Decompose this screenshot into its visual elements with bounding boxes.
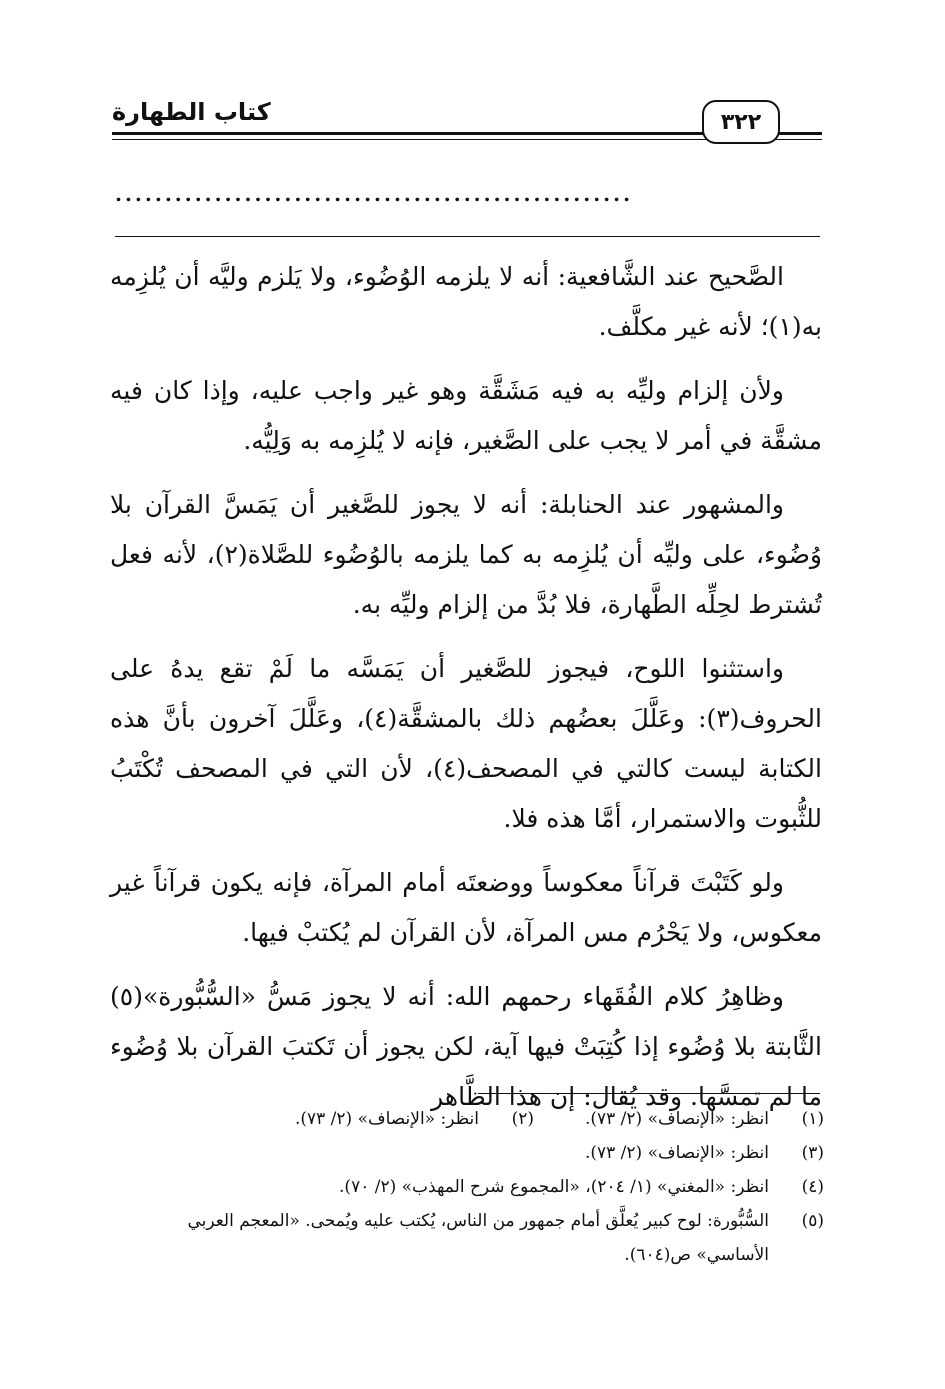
paragraph-4: واستثنوا اللوح، فيجوز للصَّغير أن يَمَسَّه ما لَمْ تقع يدهُ على الحروف(٣): وعَلَّلَ بعضُهم ذلك بالمشقَّة(٤)، وعَلَّلَ آخرون بأنَّ هذه الكتابة ليست كالتي في المصحف(٤)، لأن التي في المصحف تُكْتَبُ للثُّبوت والاستمرار، أمَّا هذه فلا. bbox=[110, 654, 822, 833]
paragraph-3: والمشهور عند الحنابلة: أنه لا يجوز للصَّغير أن يَمَسَّ القرآن بلا وُضُوء، على وليِّه أن يُلزِمه به كما يلزمه بالوُضُوء للصَّلاة(٢)، لأنه فعل تُشترط لحِلِّه الطَّهارة، فلا بُدَّ من إلزام وليِّه به. bbox=[110, 490, 822, 619]
footnote-text: السُّبُّورة: لوح كبير يُعلَّق أمام جمهور من الناس، يُكتب عليه ويُمحى. «المعجم العربي الأساسي» ص(٦٠٤). bbox=[187, 1211, 769, 1265]
footnote-text: انظر: «الإنصاف» (٢/ ٧٣). bbox=[584, 1143, 769, 1163]
paragraph-1: الصَّحيح عند الشَّافعية: أنه لا يلزمه الوُضُوء، ولا يَلزم وليَّه أن يُلزِمه به(١)؛ لأنه غير مكلَّف. bbox=[110, 262, 822, 341]
footnote-row-1-2 bbox=[112, 1102, 824, 1136]
footnote-text: انظر: «المغني» (١/ ٢٠٤)، «المجموع شرح المهذب» (٢/ ٧٠). bbox=[339, 1177, 769, 1197]
footnote-number: (٥) bbox=[801, 1211, 824, 1231]
text-top-rule bbox=[115, 236, 820, 237]
footnote-4 bbox=[112, 1170, 824, 1204]
footnote-3 bbox=[112, 1136, 824, 1170]
footnotes bbox=[112, 1102, 824, 1272]
paragraph-6: وظاهِرُ كلام الفُقَهاء رحمهم الله: أنه لا يجوز مَسُّ «السُّبُّورة»(٥) الثَّابتة بلا وُضُوء إذا كُتِبَتْ فيها آية، لكن يجوز أن تَكتبَ القرآن بلا وُضُوء ما لم تمسَّها. وقد يُقال: إن هذا الظَّاهر bbox=[110, 982, 822, 1111]
footnote-number: (٢) bbox=[511, 1109, 534, 1129]
footnote-number: (٤) bbox=[801, 1177, 824, 1197]
footnote-text: انظر: «الإنصاف» (٢/ ٧٣). bbox=[294, 1109, 479, 1129]
footnote-5 bbox=[112, 1204, 824, 1272]
footnote-number: (١) bbox=[801, 1109, 824, 1129]
book-title: كتاب الطهارة bbox=[112, 98, 271, 126]
main-text bbox=[110, 252, 822, 1136]
paragraph-2: ولأن إلزام وليِّه به فيه مَشَقَّة وهو غير واجب عليه، وإذا كان فيه مشقَّة في أمر لا يجب على الصَّغير، فإنه لا يُلزِمه به وَلِيُّه. bbox=[110, 376, 822, 455]
page-header bbox=[112, 90, 822, 160]
footnote-text: انظر: «الإنصاف» (٢/ ٧٣). bbox=[584, 1109, 769, 1129]
footnote-1 bbox=[534, 1102, 824, 1136]
footnote-2 bbox=[244, 1102, 534, 1136]
footnote-number: (٣) bbox=[801, 1143, 824, 1163]
footnote-rule bbox=[478, 1093, 820, 1094]
page-number: ٣٢٢ bbox=[702, 100, 780, 144]
dotted-separator: .................................................... bbox=[115, 182, 634, 202]
paragraph-5: ولو كَتَبْتَ قرآناً معكوساً ووضعتَه أمام المرآة، فإنه يكون قرآناً غير معكوس، ولا يَحْرُم مس المرآة، لأن القرآن لم يُكتبْ فيها. bbox=[110, 868, 822, 947]
